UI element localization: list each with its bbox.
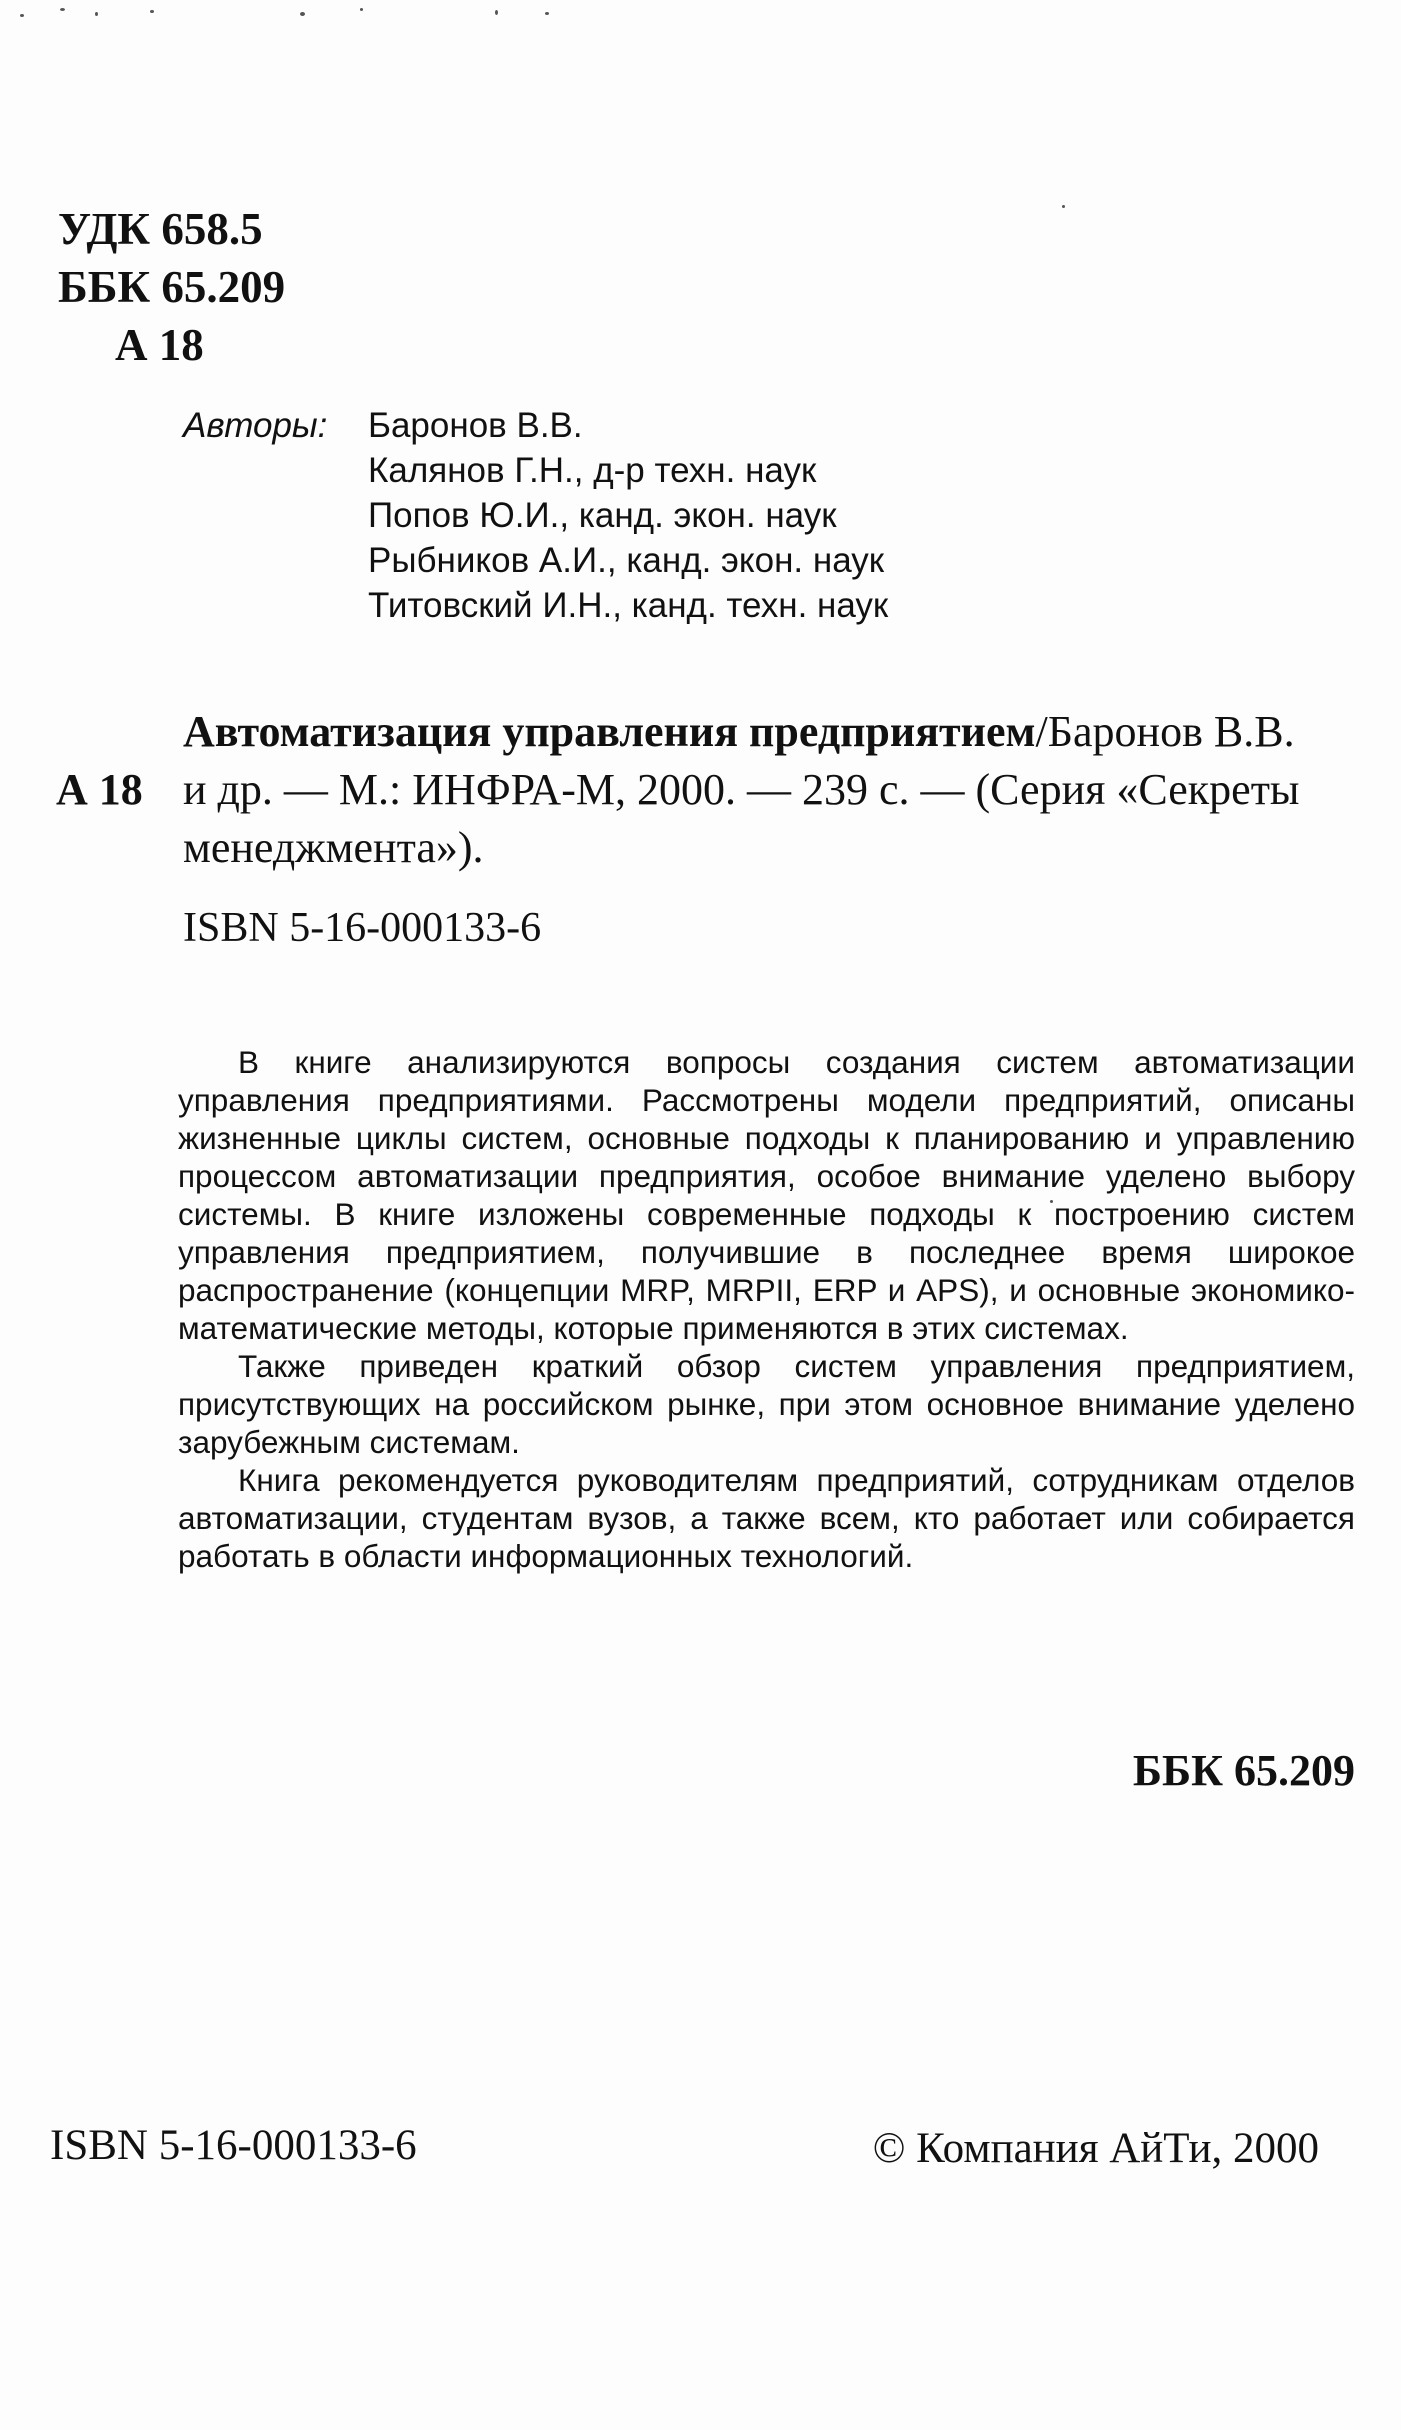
biblio-index-mark: А 18 bbox=[56, 765, 143, 814]
classification-codes bbox=[58, 200, 285, 374]
abstract-paragraph: В книге анализируются вопросы создания систем автоматизации управления предприятиями. Рассмотрены модели предприятий, описаны жизненные циклы систем, основные подходы к планированию и управлению процессом автоматизации предприятия, особое внимание уделено выбору системы. В книге изложены современные подходы к построению систем управления предприятием, получившие в последнее время широкое распространение (концепции MRP, MRPII, ERP и APS), и основные экономико-математические методы, которые применяются в этих системах. bbox=[178, 1044, 1355, 1346]
biblio-publication: и др. — М.: ИНФРА-М, 2000. — 239 с. — (Серия «Секреты bbox=[183, 765, 1300, 814]
isbn-footer: ISBN 5-16-000133-6 bbox=[50, 2122, 417, 2169]
authors-label: Авторы: bbox=[183, 406, 328, 445]
biblio-line-3: менеджмента»). bbox=[183, 823, 484, 872]
scan-speck bbox=[1062, 205, 1065, 208]
book-title: Автоматизация управления предприятием bbox=[183, 707, 1036, 756]
author-item: Баронов В.В. bbox=[368, 406, 583, 445]
author-item: Калянов Г.Н., д-р техн. наук bbox=[368, 451, 817, 490]
scan-speck bbox=[495, 10, 498, 15]
abstract bbox=[178, 1043, 1355, 1575]
author-mark: А 18 bbox=[115, 320, 204, 370]
udk-code: УДК 658.5 bbox=[58, 204, 263, 254]
author-item: Титовский И.Н., канд. техн. наук bbox=[368, 586, 889, 625]
scan-speck bbox=[95, 12, 98, 16]
biblio-author: /Баронов В.В. bbox=[1035, 707, 1295, 756]
authors-list bbox=[368, 403, 888, 628]
abstract-paragraph: Книга рекомендуется руководителям предприятий, сотрудникам отделов автоматизации, студентам вузов, а также всем, кто работает или собирается работать в области информационных технологий. bbox=[178, 1462, 1355, 1574]
isbn-top: ISBN 5-16-000133-6 bbox=[183, 905, 542, 951]
author-item: Попов Ю.И., канд. экон. наук bbox=[368, 496, 837, 535]
biblio-line-2 bbox=[56, 761, 1353, 819]
abstract-paragraph: Также приведен краткий обзор систем управления предприятием, присутствующих на российском рынке, при этом основное внимание уделено зарубежным системам. bbox=[178, 1348, 1355, 1460]
scan-speck bbox=[20, 14, 24, 17]
scan-speck bbox=[360, 8, 363, 11]
bbk-code: ББК 65.209 bbox=[58, 262, 286, 312]
bibliographic-record bbox=[56, 703, 1353, 877]
bbk-code-bottom: ББК 65.209 bbox=[1132, 1746, 1355, 1795]
scan-speck bbox=[150, 10, 154, 13]
author-item: Рыбников А.И., канд. экон. наук bbox=[368, 541, 885, 580]
scan-speck bbox=[545, 12, 549, 15]
scan-speck bbox=[300, 12, 305, 16]
scan-speck bbox=[60, 8, 65, 11]
copyright-notice: © Компания АйТи, 2000 bbox=[872, 2125, 1319, 2172]
authors-block bbox=[183, 403, 888, 628]
biblio-line-1 bbox=[183, 703, 1353, 761]
